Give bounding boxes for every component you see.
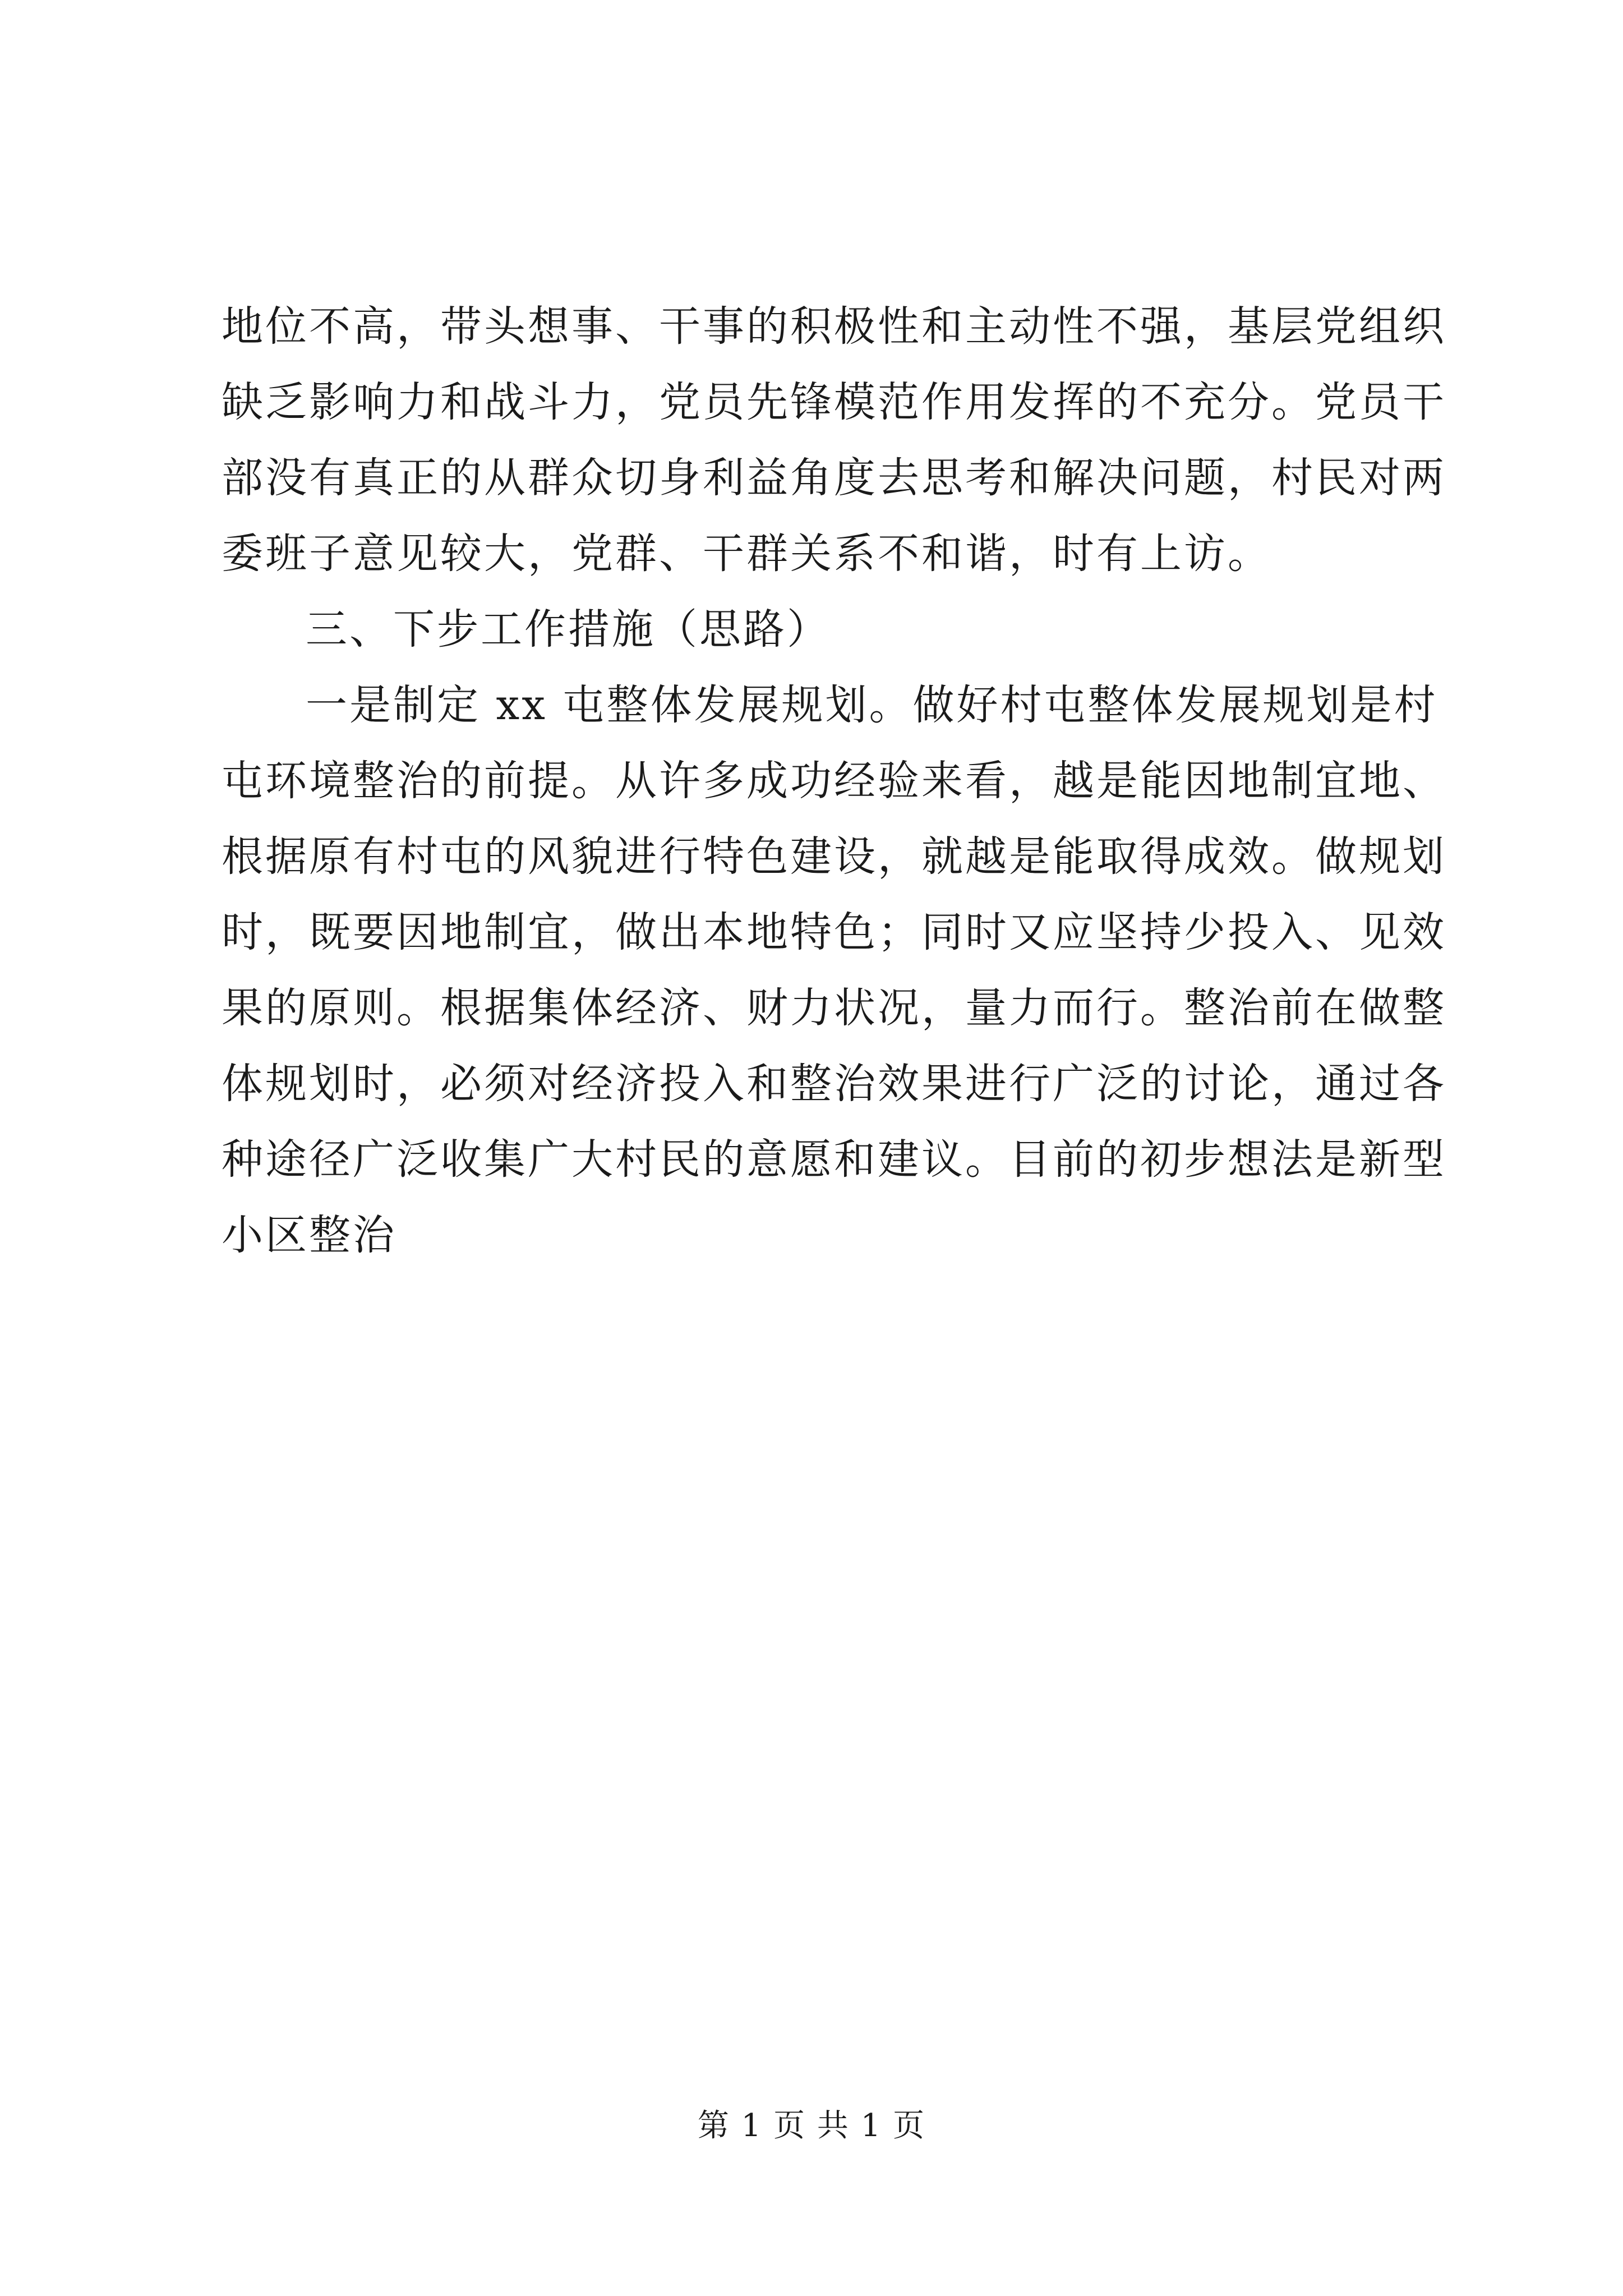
text-line: 小区整治 — [222, 1211, 396, 1259]
section-heading: 三、下步工作措施（思路） — [306, 605, 831, 654]
text-line: 果的原则。根据集体经济、财力状况，量力而行。整治前在做整 — [222, 984, 1446, 1032]
page-footer: 第 1 页 共 1 页 — [697, 2108, 926, 2144]
text-line: 地位不高，带头想事、干事的积极性和主动性不强，基层党组织 — [222, 302, 1446, 351]
text-line: 缺乏影响力和战斗力，党员先锋模范作用发挥的不充分。党员干 — [222, 378, 1446, 426]
text-line: 委班子意见较大，党群、干群关系不和谐，时有上访。 — [222, 530, 1271, 578]
text-line: 一是制定 xx 屯整体发展规划。做好村屯整体发展规划是村 — [306, 681, 1438, 729]
text-line: 时，既要因地制宜，做出本地特色；同时又应坚持少投入、见效 — [222, 908, 1446, 956]
text-line: 体规划时，必须对经济投入和整治效果进行广泛的讨论，通过各 — [222, 1060, 1446, 1108]
text-line: 部没有真正的从群众切身利益角度去思考和解决问题，村民对两 — [222, 454, 1446, 502]
text-line: 种途径广泛收集广大村民的意愿和建议。目前的初步想法是新型 — [222, 1135, 1446, 1184]
text-line: 屯环境整治的前提。从许多成功经验来看，越是能因地制宜地、 — [222, 757, 1446, 805]
text-line: 根据原有村屯的风貌进行特色建设，就越是能取得成效。做规划 — [222, 832, 1446, 881]
document-body — [222, 289, 1446, 1273]
